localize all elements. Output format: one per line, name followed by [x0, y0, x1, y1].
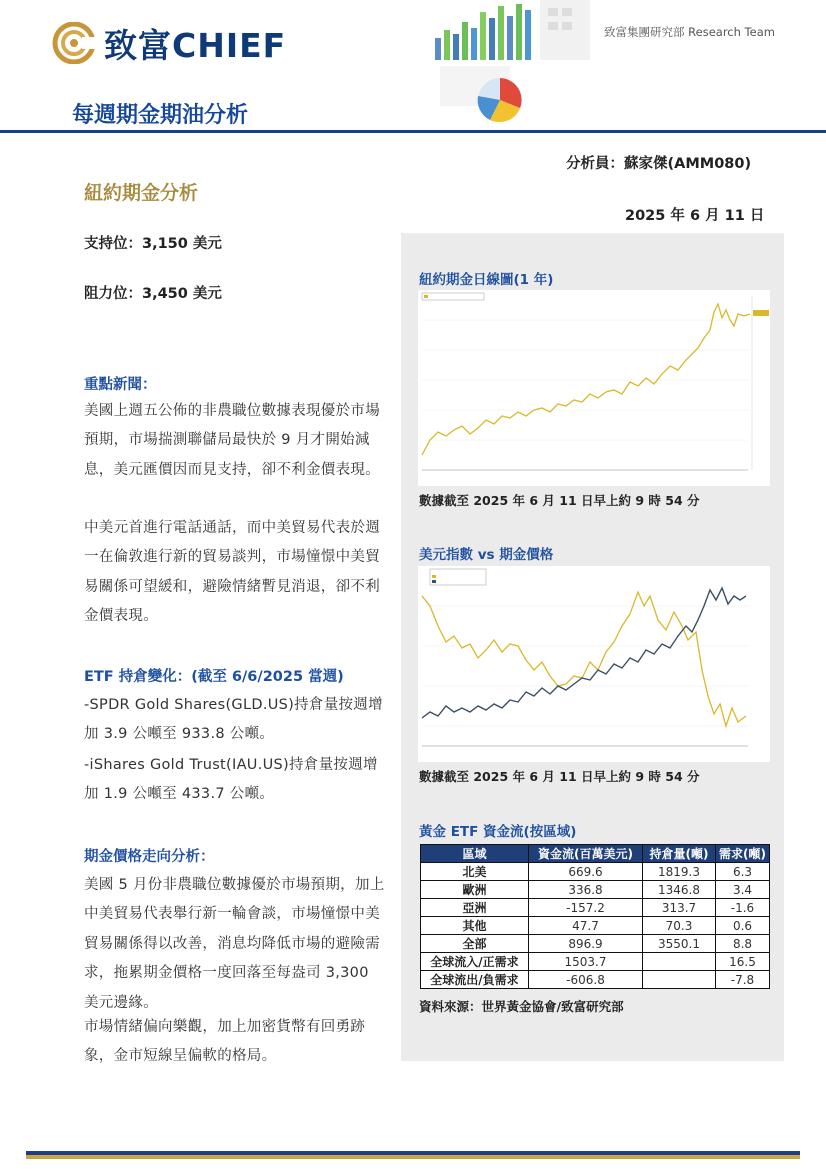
gold-daily-chart-image — [418, 290, 770, 486]
table-cell: 16.5 — [716, 953, 770, 971]
table-cell: -7.8 — [716, 971, 770, 989]
table-cell: 其他 — [421, 917, 529, 935]
chart2-timestamp-note: 數據截至 2025 年 6 月 11 日早上約 9 時 54 分 — [419, 769, 700, 784]
footer-rule-gold — [26, 1155, 800, 1159]
table-cell: 1819.3 — [643, 863, 716, 881]
table-cell: -606.8 — [529, 971, 643, 989]
trend-heading: 期金價格走向分析： — [84, 849, 215, 865]
table-row — [421, 881, 770, 899]
column-header: 需求(噸) — [716, 845, 770, 863]
table-cell: -1.6 — [716, 899, 770, 917]
table-cell: 全部 — [421, 935, 529, 953]
report-title: 每週期金期油分析 — [72, 103, 249, 128]
table-cell: 全球流出/負需求 — [421, 971, 529, 989]
table-cell: 歐洲 — [421, 881, 529, 899]
dxy-vs-gold-chart-image — [418, 566, 770, 762]
table-cell: 70.3 — [643, 917, 716, 935]
table-cell: 896.9 — [529, 935, 643, 953]
dxy-vs-gold-chart-title: 美元指數 vs 期金價格 — [419, 547, 554, 563]
support-level: 支持位：3,150 美元 — [84, 236, 222, 252]
column-header: 區域 — [421, 845, 529, 863]
table-cell: 47.7 — [529, 917, 643, 935]
table-cell: 3550.1 — [643, 935, 716, 953]
etf-flow-table — [420, 844, 770, 989]
header-divider — [0, 130, 826, 133]
table-cell: 亞洲 — [421, 899, 529, 917]
gold-chart-title: 紐約期金日線圖(1 年) — [419, 272, 554, 288]
news-paragraph: 美國上週五公佈的非農職位數據表現優於市場預期，市場揣測聯儲局最快於 9 月才開始減息，美元匯價因而見支持，卻不利金價表現。 — [84, 403, 380, 478]
table-row — [421, 917, 770, 935]
chart1-timestamp-note: 數據截至 2025 年 6 月 11 日早上約 9 時 54 分 — [419, 493, 700, 508]
etf-paragraph: -SPDR Gold Shares(GLD.US)持倉量按週增加 3.9 公噸至 933.8 公噸。 — [84, 697, 383, 743]
chief-logo-icon — [52, 22, 98, 64]
table-cell: 0.6 — [716, 917, 770, 935]
etf-heading: ETF 持倉變化：(截至 6/6/2025 當週) — [84, 669, 344, 685]
news-paragraph: 中美元首進行電話通話，而中美貿易代表於週一在倫敦進行新的貿易談判，市場憧憬中美貿易關係可望緩和，避險情緒暫見消退，卻不利金價表現。 — [84, 520, 380, 625]
table-row — [421, 935, 770, 953]
table-cell: 313.7 — [643, 899, 716, 917]
table-cell — [643, 953, 716, 971]
table-header-row — [421, 845, 770, 863]
etf-flow-table-title: 黃金 ETF 資金流(按區域) — [419, 824, 577, 840]
table-row — [421, 971, 770, 989]
table-cell: 北美 — [421, 863, 529, 881]
table-row — [421, 953, 770, 971]
table-row — [421, 863, 770, 881]
research-team-label: 致富集團研究部 Research Team — [604, 25, 775, 39]
table-cell: 3.4 — [716, 881, 770, 899]
brand-logo-text: 致富CHIEF — [104, 26, 287, 65]
table-cell: 336.8 — [529, 881, 643, 899]
section-title: 紐約期金分析 — [84, 182, 199, 204]
table-cell: 1503.7 — [529, 953, 643, 971]
table-cell — [643, 971, 716, 989]
analyst-name: 分析員：蘇家傑(AMM080) — [566, 156, 752, 172]
table-cell: 6.3 — [716, 863, 770, 881]
table-cell: 1346.8 — [643, 881, 716, 899]
column-header: 資金流(百萬美元) — [529, 845, 643, 863]
table-cell: 669.6 — [529, 863, 643, 881]
report-date: 2025 年 6 月 11 日 — [625, 208, 765, 224]
resistance-level: 阻力位：3,450 美元 — [84, 286, 222, 302]
table-cell: 8.8 — [716, 935, 770, 953]
column-header: 持倉量(噸) — [643, 845, 716, 863]
trend-paragraph: 市場情緒偏向樂觀，加上加密貨幣有回勇跡象，金市短線呈偏軟的格局。 — [84, 1019, 366, 1065]
table-row — [421, 899, 770, 917]
trend-paragraph: 美國 5 月份非農職位數據優於市場預期，加上中美貿易代表舉行新一輪會談，市場憧憬中美貿易關係得以改善，消息均降低市場的避險需求，拖累期金價格一度回落至每盎司 3,300 美元邊緣。 — [84, 877, 385, 1011]
table-cell: -157.2 — [529, 899, 643, 917]
etf-paragraph: -iShares Gold Trust(IAU.US)持倉量按週增加 1.9 公噸至 433.7 公噸。 — [84, 757, 378, 803]
news-heading: 重點新聞： — [84, 377, 157, 393]
header-decoration-image — [380, 0, 590, 130]
data-source-note: 資料來源：世界黃金協會/致富研究部 — [419, 999, 624, 1014]
table-cell: 全球流入/正需求 — [421, 953, 529, 971]
